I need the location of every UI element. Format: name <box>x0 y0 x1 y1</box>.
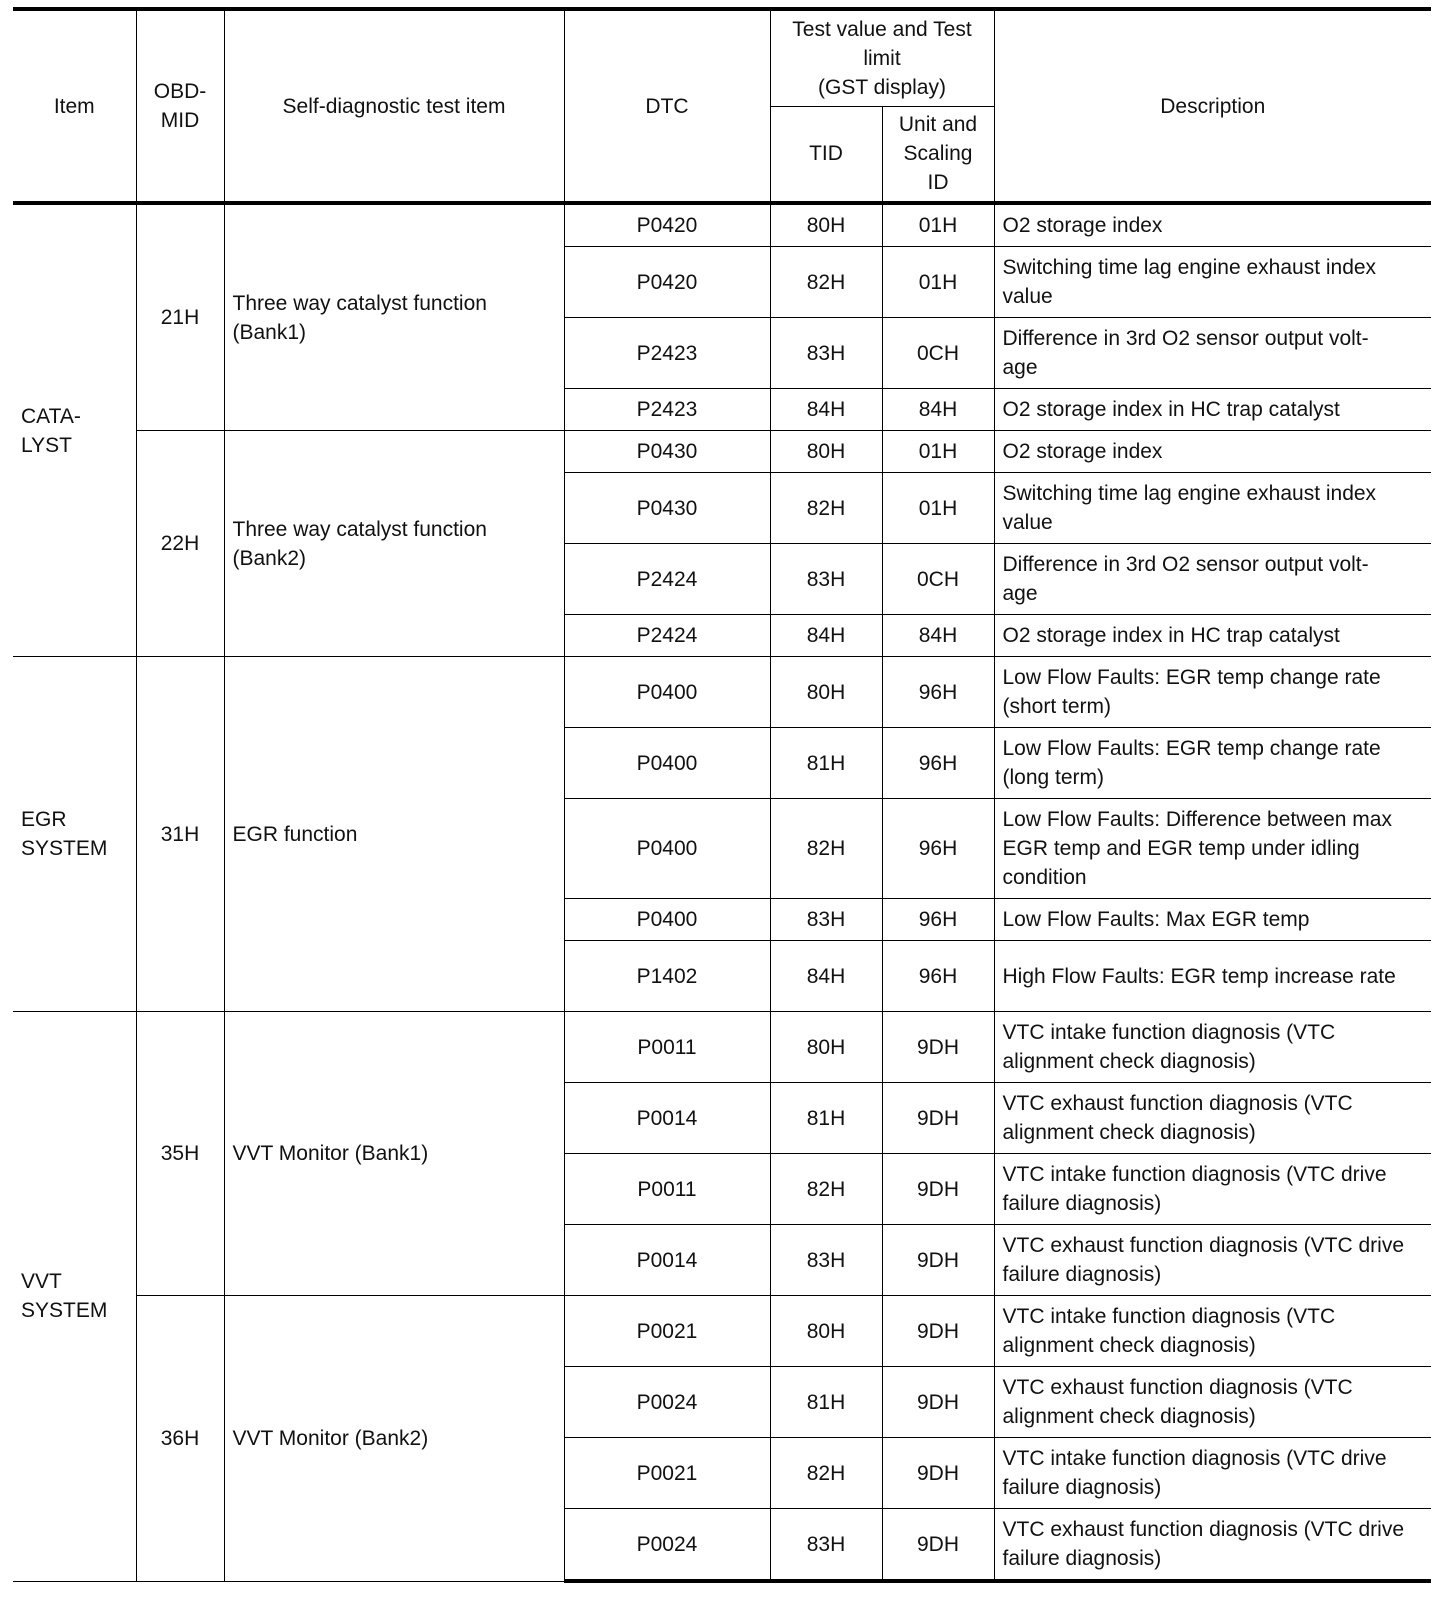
cell-description: VTC intake function diagnosis (VTC drive failure diagnosis) <box>994 1154 1431 1225</box>
cell-obd-mid: 22H <box>136 431 224 657</box>
cell-description: High Flow Faults: EGR temp increase rate <box>994 941 1431 1012</box>
cell-obd-mid: 31H <box>136 657 224 1012</box>
cell-test-item: VVT Monitor (Bank1) <box>224 1012 564 1296</box>
cell-tid: 81H <box>770 1083 882 1154</box>
cell-tid: 80H <box>770 203 882 247</box>
header-dtc: DTC <box>564 9 770 203</box>
cell-dtc: P0011 <box>564 1012 770 1083</box>
cell-tid: 80H <box>770 431 882 473</box>
header-unit-scaling: Unit and Scaling ID <box>882 106 994 203</box>
cell-tid: 83H <box>770 899 882 941</box>
header-test-value-group: Test value and Test limit (GST display) <box>770 9 994 106</box>
cell-description: VTC intake function diagnosis (VTC drive failure diagnosis) <box>994 1438 1431 1509</box>
cell-tid: 81H <box>770 1367 882 1438</box>
cell-obd-mid: 36H <box>136 1296 224 1582</box>
cell-dtc: P0400 <box>564 728 770 799</box>
cell-unit-scaling: 01H <box>882 203 994 247</box>
cell-tid: 81H <box>770 728 882 799</box>
cell-tid: 80H <box>770 1296 882 1367</box>
cell-unit-scaling: 96H <box>882 941 994 1012</box>
cell-dtc: P0420 <box>564 247 770 318</box>
header-item: Item <box>13 9 136 203</box>
cell-description: Low Flow Faults: EGR temp change rate (short term) <box>994 657 1431 728</box>
cell-description: VTC exhaust function diagnosis (VTC drive failure diagnosis) <box>994 1225 1431 1296</box>
cell-description: VTC exhaust function diagnosis (VTC alignment check diagnosis) <box>994 1367 1431 1438</box>
cell-dtc: P0400 <box>564 657 770 728</box>
cell-unit-scaling: 9DH <box>882 1367 994 1438</box>
header-description: Description <box>994 9 1431 203</box>
cell-description: VTC intake function diagnosis (VTC alignment check diagnosis) <box>994 1012 1431 1083</box>
cell-tid: 84H <box>770 615 882 657</box>
cell-unit-scaling: 0CH <box>882 318 994 389</box>
cell-tid: 82H <box>770 799 882 899</box>
cell-tid: 83H <box>770 1509 882 1582</box>
table-header <box>13 9 1431 203</box>
cell-unit-scaling: 9DH <box>882 1154 994 1225</box>
cell-item: CATA- LYST <box>13 203 136 657</box>
cell-unit-scaling: 9DH <box>882 1296 994 1367</box>
cell-description: O2 storage index <box>994 203 1431 247</box>
cell-tid: 83H <box>770 544 882 615</box>
cell-description: O2 storage index <box>994 431 1431 473</box>
table-row <box>13 431 1431 473</box>
cell-tid: 82H <box>770 247 882 318</box>
cell-description: Low Flow Faults: EGR temp change rate (long term) <box>994 728 1431 799</box>
cell-unit-scaling: 96H <box>882 799 994 899</box>
cell-description: Difference in 3rd O2 sensor output volt- age <box>994 318 1431 389</box>
cell-dtc: P0021 <box>564 1296 770 1367</box>
cell-dtc: P2423 <box>564 318 770 389</box>
cell-description: VTC exhaust function diagnosis (VTC drive failure diagnosis) <box>994 1509 1431 1582</box>
table-row <box>13 203 1431 247</box>
cell-description: VTC exhaust function diagnosis (VTC alignment check diagnosis) <box>994 1083 1431 1154</box>
table-row <box>13 1012 1431 1083</box>
cell-obd-mid: 35H <box>136 1012 224 1296</box>
cell-dtc: P0024 <box>564 1509 770 1582</box>
cell-description: O2 storage index in HC trap catalyst <box>994 615 1431 657</box>
cell-dtc: P0400 <box>564 799 770 899</box>
table-body <box>13 203 1431 1581</box>
cell-unit-scaling: 96H <box>882 657 994 728</box>
cell-tid: 82H <box>770 1438 882 1509</box>
table-row <box>13 657 1431 728</box>
cell-unit-scaling: 01H <box>882 431 994 473</box>
cell-unit-scaling: 9DH <box>882 1083 994 1154</box>
diagnostic-table <box>13 7 1431 1583</box>
cell-dtc: P2424 <box>564 615 770 657</box>
header-obd-mid: OBD- MID <box>136 9 224 203</box>
cell-unit-scaling: 84H <box>882 389 994 431</box>
cell-description: Switching time lag engine exhaust index value <box>994 247 1431 318</box>
cell-dtc: P0430 <box>564 431 770 473</box>
cell-unit-scaling: 96H <box>882 728 994 799</box>
cell-dtc: P2423 <box>564 389 770 431</box>
cell-description: O2 storage index in HC trap catalyst <box>994 389 1431 431</box>
cell-item: VVT SYSTEM <box>13 1012 136 1582</box>
cell-description: Low Flow Faults: Difference between max EGR temp and EGR temp under idling condition <box>994 799 1431 899</box>
cell-test-item: EGR function <box>224 657 564 1012</box>
cell-dtc: P0024 <box>564 1367 770 1438</box>
cell-unit-scaling: 01H <box>882 247 994 318</box>
cell-item: EGR SYSTEM <box>13 657 136 1012</box>
cell-unit-scaling: 96H <box>882 899 994 941</box>
header-test-item: Self-diagnostic test item <box>224 9 564 203</box>
cell-dtc: P0420 <box>564 203 770 247</box>
cell-tid: 82H <box>770 1154 882 1225</box>
cell-unit-scaling: 01H <box>882 473 994 544</box>
table-row <box>13 1296 1431 1367</box>
cell-test-item: Three way catalyst function (Bank2) <box>224 431 564 657</box>
cell-tid: 83H <box>770 318 882 389</box>
cell-unit-scaling: 9DH <box>882 1225 994 1296</box>
cell-description: Switching time lag engine exhaust index value <box>994 473 1431 544</box>
header-tid: TID <box>770 106 882 203</box>
cell-description: VTC intake function diagnosis (VTC alignment check diagnosis) <box>994 1296 1431 1367</box>
cell-tid: 83H <box>770 1225 882 1296</box>
cell-tid: 84H <box>770 389 882 431</box>
cell-obd-mid: 21H <box>136 203 224 431</box>
cell-test-item: VVT Monitor (Bank2) <box>224 1296 564 1582</box>
diagnostic-table-container <box>13 7 1431 1583</box>
cell-test-item: Three way catalyst function (Bank1) <box>224 203 564 431</box>
cell-dtc: P0011 <box>564 1154 770 1225</box>
cell-unit-scaling: 9DH <box>882 1012 994 1083</box>
cell-unit-scaling: 84H <box>882 615 994 657</box>
cell-tid: 80H <box>770 1012 882 1083</box>
cell-tid: 84H <box>770 941 882 1012</box>
cell-dtc: P0014 <box>564 1083 770 1154</box>
cell-unit-scaling: 9DH <box>882 1438 994 1509</box>
cell-dtc: P0430 <box>564 473 770 544</box>
cell-dtc: P0021 <box>564 1438 770 1509</box>
cell-description: Low Flow Faults: Max EGR temp <box>994 899 1431 941</box>
cell-dtc: P0014 <box>564 1225 770 1296</box>
cell-unit-scaling: 9DH <box>882 1509 994 1582</box>
cell-dtc: P1402 <box>564 941 770 1012</box>
cell-dtc: P2424 <box>564 544 770 615</box>
cell-tid: 82H <box>770 473 882 544</box>
cell-description: Difference in 3rd O2 sensor output volt- age <box>994 544 1431 615</box>
cell-dtc: P0400 <box>564 899 770 941</box>
cell-unit-scaling: 0CH <box>882 544 994 615</box>
cell-tid: 80H <box>770 657 882 728</box>
